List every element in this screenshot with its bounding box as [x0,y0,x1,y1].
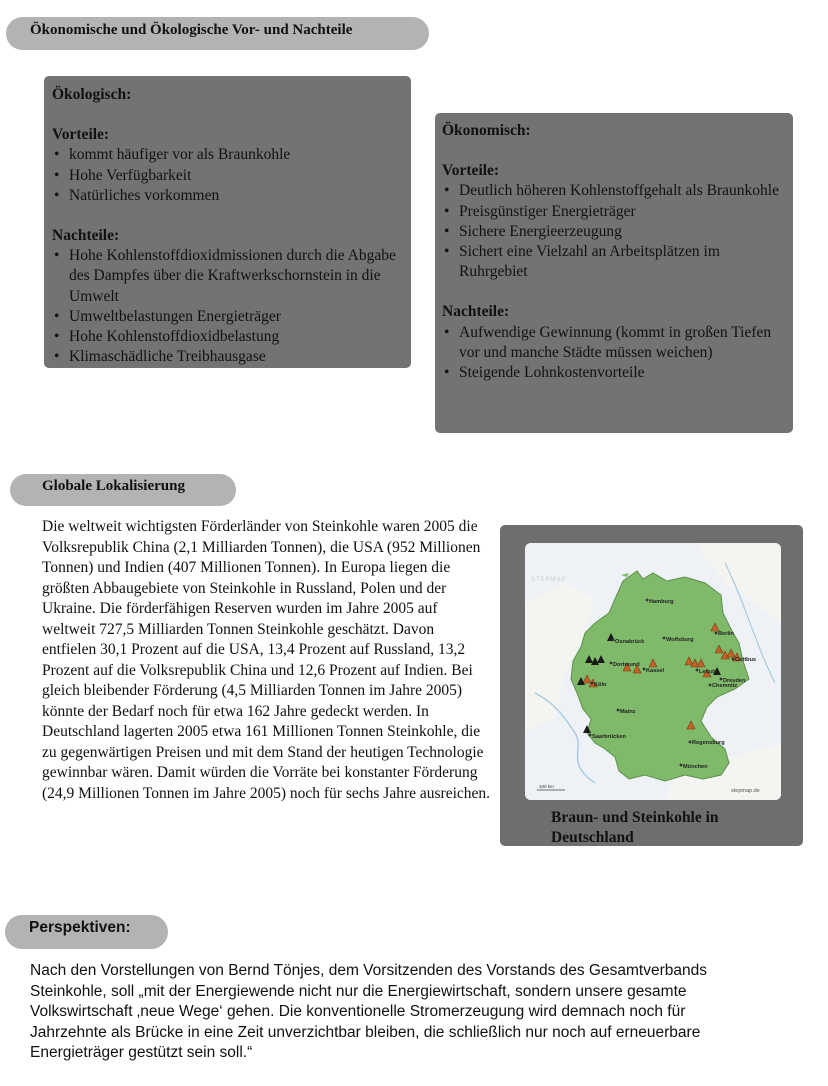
map-city-label: Berlin [718,631,734,637]
map-city-label: Mainz [620,709,636,715]
economic-cons-label: Nachteile: [442,303,510,321]
map-city-label: Köln [594,682,607,688]
section-title-text: Perspektiven: [29,919,131,936]
map-city-label: Chemnitz [712,683,738,689]
ecological-pros-list [52,145,403,206]
section-title-text: Ökonomische und Ökologische Vor- und Nachteile [30,22,353,38]
ecological-box [44,76,411,368]
list-item: • Hohe Kohlenstoffdioxidmissionen durch die Abgabe des Dampfes über die Kraftwerkschornstein in die Umwelt [52,246,403,307]
ecological-heading: Ökologisch: [52,86,132,103]
map-scale: 100 km [539,784,554,789]
map-caption: Braun- und Steinkohle in Deutschland [551,809,719,846]
section-title-pros-cons [6,17,429,50]
germany-map-graphic [525,543,781,800]
list-item: • kommt häufiger vor als Braunkohle [52,145,403,165]
localization-paragraph: Die weltweit wichtigsten Förderländer von Steinkohle waren 2005 die Volksrepublik China (2,1 Milliarden Tonnen), die USA (952 Millionen Tonnen) und Indien (407 Millionen Tonnen). In Europa liegen die größten Abbaugebiete von Steinkohle in Russland, Polen und der Ukraine. Die förderfähigen Reserven wurden im Jahre 2005 auf weltweit 727,5 Milliarden Tonnen Steinkohle geschätzt. Davon entfielen 30,1 Prozent auf die USA, 13,4 Prozent auf Russland, 13,2 Prozent auf die Volksrepublik China und 12,6 Prozent auf Indien. Bei gleich bleibender Förderung (4,5 Milliarden Tonnen im Jahre 2005) könnte der Bedarf noch für etwa 162 Jahre gedeckt werden. In Deutschland lagerten 2005 etwa 161 Millionen Tonnen Steinkohle, die zu gegenwärtigen Preisen und mit dem Stand der heutigen Technologie gewinnbar wären. Damit würden die Vorräte bei konstanter Förderung (24,9 Millionen Tonnen im Jahre 2005) noch für sechs Jahre ausreichen. [42,518,491,802]
map-city-label: Dresden [723,678,746,684]
economic-cons-list [442,323,785,384]
list-item: • Hohe Kohlenstoffdioxidbelastung [52,327,403,347]
germany-map [525,543,781,800]
map-city-label: Kassel [646,668,665,674]
list-item: • Aufwendige Gewinnung (kommt in großen Tiefen vor und manche Städte müssen weichen) [442,323,785,363]
list-item: • Sichert eine Vielzahl an Arbeitsplätzen im Ruhrgebiet [442,242,785,282]
list-item: • Deutlich höheren Kohlenstoffgehalt als Braunkohle [442,181,785,201]
list-item: • Hohe Verfügbarkeit [52,166,403,186]
map-credit: stepmap.de [731,788,760,794]
map-watermark: STEPMAP [531,577,567,583]
economic-heading: Ökonomisch: [442,122,531,139]
map-city-label: Cottbus [735,657,757,663]
map-city-label: Leipzig [699,669,719,675]
ecological-pros-label: Vorteile: [52,126,110,144]
list-item: • Klimaschädliche Treibhausgase [52,347,403,367]
map-city-label: Wolfsburg [666,637,694,643]
economic-box [435,113,793,433]
map-city-label: Hamburg [649,599,674,605]
section-title-text: Globale Lokalisierung [42,478,185,494]
map-city-label: Saarbrücken [592,734,626,740]
list-item: • Preisgünstiger Energieträger [442,202,785,222]
economic-pros-list [442,181,785,282]
germany-map-card [500,525,803,846]
ecological-cons-list [52,246,403,367]
list-item: • Natürliches vorkommen [52,186,403,206]
map-city-label: Dortmund [613,662,640,668]
economic-pros-label: Vorteile: [442,162,500,180]
perspectives-paragraph: Nach den Vorstellungen von Bernd Tönjes, dem Vorsitzenden des Vorstands des Gesamtverbands Steinkohle, soll „mit der Energiewende nicht nur die Energiewirtschaft, sondern unsere gesamte Volkswirtschaft ‚neue Wege‘ gehen. Die konventionelle Stromerzeugung wird demnach noch für Jahrzehnte als Brücke in eine Zeit unverzichtbar bleiben, die schließlich nur noch auf erneuerbare Energieträger gestützt sein soll.“ [30,962,707,1061]
section-title-localization [10,474,236,506]
list-item: • Umweltbelastungen Energieträger [52,307,403,327]
map-city-label: Regensburg [692,740,725,746]
list-item: • Sichere Energieerzeugung [442,222,785,242]
ecological-cons-label: Nachteile: [52,227,120,245]
map-city-label: München [683,764,708,770]
map-city-label: Osnabrück [615,639,645,645]
section-title-perspectives [5,915,168,949]
list-item: • Steigende Lohnkostenvorteile [442,363,785,383]
